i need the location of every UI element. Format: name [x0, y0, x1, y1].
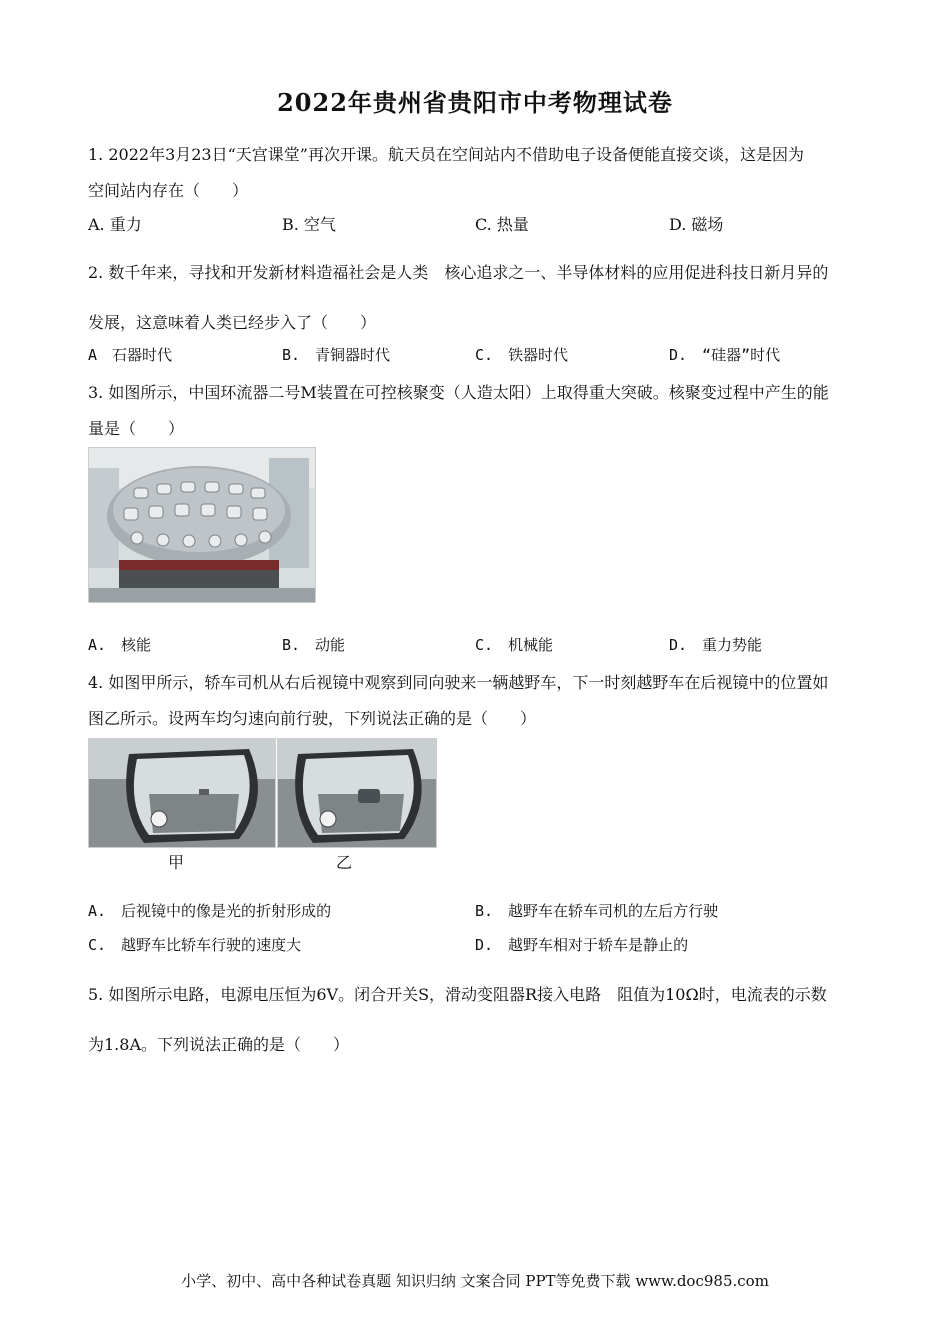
q4-line-2: 图乙所示。设两车均匀速向前行驶，下列说法正确的是（ ） — [88, 709, 537, 728]
q3-option-b: B. 动能 — [282, 636, 346, 654]
q3-option-a: A. 核能 — [88, 636, 152, 654]
q1-line-2: 空间站内存在（ ） — [88, 181, 249, 200]
q1-option-d: D. 磁场 — [669, 215, 724, 234]
caption-jia: 甲 — [168, 853, 185, 872]
q2-line-2: 发展，这意味着人类已经步入了（ ） — [88, 313, 377, 332]
q4-line-1: 4. 如图甲所示，轿车司机从右后视镜中观察到同向驶来一辆越野车，下一时刻越野车在后视镜中的位置如 — [88, 673, 829, 692]
mirror-photo-jia — [88, 738, 276, 848]
q5-line-2: 为1.8A。下列说法正确的是（ ） — [88, 1035, 350, 1054]
q2-option-d: D. “硅器”时代 — [669, 346, 781, 364]
caption-yi: 乙 — [336, 853, 353, 872]
q1-option-a: A. 重力 — [88, 215, 142, 234]
mirror-photo-yi — [277, 738, 437, 848]
q3-option-d: D. 重力势能 — [669, 636, 763, 654]
q4-option-d: D. 越野车相对于轿车是静止的 — [475, 936, 689, 954]
q1-option-c: C. 热量 — [475, 215, 529, 234]
page-title: 2022年贵州省贵阳市中考物理试卷 — [277, 88, 673, 117]
q2-line-1: 2. 数千年来，寻找和开发新材料造福社会是人类 核心追求之一、半导体材料的应用促进科技日新月异的 — [88, 263, 829, 282]
q2-option-b: B. 青铜器时代 — [282, 346, 391, 364]
q1-line-1: 1. 2022年3月23日“天宫课堂”再次开课。航天员在空间站内不借助电子设备便能直接交谈，这是因为 — [88, 145, 804, 164]
q2-option-c: C. 铁器时代 — [475, 346, 569, 364]
tokamak-photo — [88, 447, 316, 603]
q5-line-1: 5. 如图所示电路，电源电压恒为6V。闭合开关S，滑动变阻器R接入电路 阻值为10Ω时，电流表的示数 — [88, 985, 827, 1004]
q4-option-a: A. 后视镜中的像是光的折射形成的 — [88, 902, 332, 920]
q3-line-1: 3. 如图所示，中国环流器二号M装置在可控核聚变（人造太阳）上取得重大突破。核聚变过程中产生的能 — [88, 383, 829, 402]
q3-option-c: C. 机械能 — [475, 636, 554, 654]
q4-option-b: B. 越野车在轿车司机的左后方行驶 — [475, 902, 719, 920]
page-footer: 小学、初中、高中各种试卷真题 知识归纳 文案合同 PPT等免费下载 www.doc985.com — [181, 1272, 769, 1290]
q4-option-c: C. 越野车比轿车行驶的速度大 — [88, 936, 302, 954]
q2-option-a: A 石器时代 — [88, 346, 173, 364]
q1-option-b: B. 空气 — [282, 215, 336, 234]
q3-line-2: 量是（ ） — [88, 419, 185, 438]
